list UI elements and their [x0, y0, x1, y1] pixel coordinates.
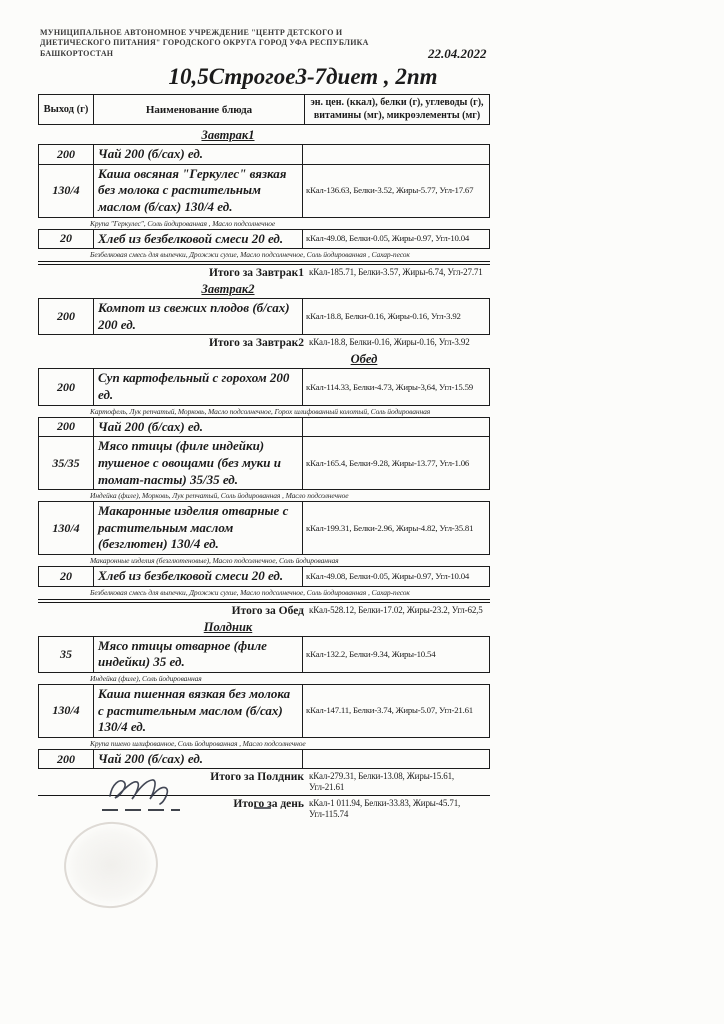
dish-name: Чай 200 (б/сах) ед.: [94, 750, 303, 769]
nutrition-values: кКал-132.2, Белки-9.34, Жиры-10.54: [306, 648, 436, 659]
signature-icon: [82, 766, 272, 826]
ingredient-note: Картофель, Лук репчатый, Морковь, Масло подсолнечное, Горох шлифованный колотый, Соль йодированная: [90, 406, 431, 416]
total-label: Итого за Завтрак2: [208, 337, 304, 350]
table-row: [38, 368, 490, 405]
section-title-breakfast2: Завтрак2: [201, 282, 255, 297]
ingredient-note: Индейка (филе), Соль йодированная: [90, 673, 202, 683]
nutrition-values: кКал-49.08, Белки-0.05, Жиры-0.97, Угл-10.04: [306, 570, 470, 581]
total-values: кКал-18.8, Белки-0.16, Жиры-0.16, Угл-3.92: [309, 337, 470, 348]
ingredient-note: Макаронные изделия (безглютеновые), Масло подсолнечное, Соль йодированная: [90, 556, 339, 565]
total-label: Итого за Обед: [231, 604, 304, 617]
portion-cell: 35/35: [39, 437, 94, 489]
dish-name: Суп картофельный с горохом 200 ед.: [94, 369, 303, 404]
table-row: [38, 144, 490, 165]
dish-name: Мясо птицы (филе индейки) тушеное с овощами (без муки и томат-пасты) 35/35 ед.: [94, 437, 303, 489]
section-total-row: [38, 605, 490, 617]
table-row: [38, 298, 490, 335]
nutrition-values: кКал-49.08, Белки-0.05, Жиры-0.97, Угл-10.04: [306, 233, 470, 244]
table-row: [38, 164, 490, 218]
table-row: [38, 501, 490, 555]
dish-name: Каша пшенная вязкая без молока с растительным маслом (б/сах) 130/4 ед.: [94, 685, 303, 737]
header-portion-column: Выход (г): [39, 95, 94, 124]
dish-name: Хлеб из безбелковой смеси 20 ед.: [94, 567, 303, 586]
section-divider: [38, 599, 490, 603]
portion-cell: 130/4: [39, 685, 94, 737]
portion-cell: 20: [39, 567, 94, 586]
table-row: [38, 229, 490, 250]
nutrition-values: кКал-147.11, Белки-3.74, Жиры-5.07, Угл-21.61: [306, 705, 473, 716]
section-total-row: [38, 267, 490, 279]
signature-area: [60, 788, 280, 938]
organization-line: МУНИЦИПАЛЬНОЕ АВТОНОМНОЕ УЧРЕЖДЕНИЕ "ЦЕНТР ДЕТСКОГО И: [40, 28, 343, 37]
nutrition-values: кКал-18.8, Белки-0.16, Жиры-0.16, Угл-3.92: [306, 311, 461, 322]
ingredient-note: Крупа "Геркулес", Соль йодированная , Масло подсолнечное: [90, 218, 276, 228]
portion-cell: 35: [39, 637, 94, 672]
portion-cell: 200: [39, 369, 94, 404]
ingredient-note: Индейка (филе), Морковь, Лук репчатый, Соль йодированная , Масло подсолнечное: [90, 491, 349, 501]
portion-cell: 130/4: [39, 165, 94, 217]
table-row: [38, 417, 490, 438]
table-row: [38, 684, 490, 738]
nutrition-values: кКал-199.31, Белки-2.96, Жиры-4.82, Угл-35.81: [306, 522, 474, 533]
dish-name: Каша овсяная "Геркулес" вязкая без молока с растительным маслом (б/сах) 130/4 ед.: [94, 165, 303, 217]
header-dish-column: Наименование блюда: [94, 95, 305, 124]
total-label: Итого за Завтрак1: [208, 267, 304, 280]
menu-table: [38, 95, 490, 821]
nutrition-values: [303, 750, 489, 769]
section-title-lunch: Обед: [350, 352, 378, 367]
document-title: 10,5Строгое3-7диет , 2пт: [168, 64, 438, 89]
header-nutrition-line: витамины (мг), микроэлементы (мг): [313, 109, 481, 121]
dish-name: Чай 200 (б/сах) ед.: [94, 145, 303, 164]
section-total-row: [38, 337, 490, 349]
dish-name: Чай 200 (б/сах) ед.: [94, 418, 303, 437]
total-values: кКал-279.31, Белки-13.08, Жиры-15.61, Угл-21.61: [309, 771, 455, 793]
portion-cell: 20: [39, 230, 94, 249]
portion-cell: 200: [39, 418, 94, 437]
total-values: кКал-528.12, Белки-17.02, Жиры-23.2, Угл-62,5: [309, 604, 483, 615]
organization-line: БАШКОРТОСТАН: [40, 48, 114, 58]
ingredient-note: Безбелковая смесь для выпечки, Дрожжи сухие, Масло подсолнечное, Соль йодированная , Сахар-песок: [90, 587, 410, 597]
grand-total-label: Итого за день: [233, 797, 304, 810]
portion-cell: 130/4: [39, 502, 94, 554]
header-nutrition-column: [305, 95, 489, 124]
section-title-breakfast1: Завтрак1: [201, 128, 255, 142]
section-title-snack: Полдник: [203, 619, 253, 634]
nutrition-values: [303, 145, 489, 164]
section-divider: [38, 261, 490, 265]
table-header-row: [38, 94, 490, 125]
ingredient-note: Безбелковая смесь для выпечки, Дрожжи сухие, Масло подсолнечное, Соль йодированная , Сахар-песок: [90, 250, 410, 260]
total-values: кКал-185.71, Белки-3.57, Жиры-6.74, Угл-27.71: [309, 267, 483, 278]
header-nutrition-line: эн. цен. (ккал), белки (г), углеводы (г),: [310, 97, 484, 108]
portion-cell: 200: [39, 145, 94, 164]
ingredient-note: Крупа пшено шлифованное, Соль йодированная , Масло подсолнечное: [90, 738, 306, 748]
portion-cell: 200: [39, 750, 94, 769]
table-row: [38, 636, 490, 673]
table-row: [38, 436, 490, 490]
table-row: [38, 566, 490, 587]
dish-name: Макаронные изделия отварные с растительным маслом (безглютен) 130/4 ед.: [94, 502, 303, 554]
organization-name: [40, 28, 370, 59]
dish-name: Хлеб из безбелковой смеси 20 ед.: [94, 230, 303, 249]
nutrition-values: кКал-165.4, Белки-9.28, Жиры-13.77, Угл-1.06: [306, 457, 470, 468]
portion-cell: 200: [39, 299, 94, 334]
document-date: 22.04.2022: [428, 46, 487, 61]
dish-name: Мясо птицы отварное (филе индейки) 35 ед.: [94, 637, 303, 672]
grand-total-values: кКал-1 011.94, Белки-33.83, Жиры-45.71, Угл-115.74: [309, 797, 461, 819]
nutrition-values: кКал-114.33, Белки-4.73, Жиры-3,64, Угл-15.59: [306, 381, 473, 392]
dish-name: Компот из свежих плодов (б/сах) 200 ед.: [94, 299, 303, 334]
total-label: Итого за Полдник: [210, 771, 304, 784]
nutrition-values: кКал-136.63, Белки-3.52, Жиры-5.77, Угл-17.67: [306, 185, 474, 196]
nutrition-values: [303, 418, 489, 437]
organization-line: ДИЕТИЧЕСКОГО ПИТАНИЯ" ГОРОДСКОГО ОКРУГА ГОРОД УФА РЕСПУБЛИКА: [40, 38, 369, 48]
round-stamp: [58, 816, 163, 914]
